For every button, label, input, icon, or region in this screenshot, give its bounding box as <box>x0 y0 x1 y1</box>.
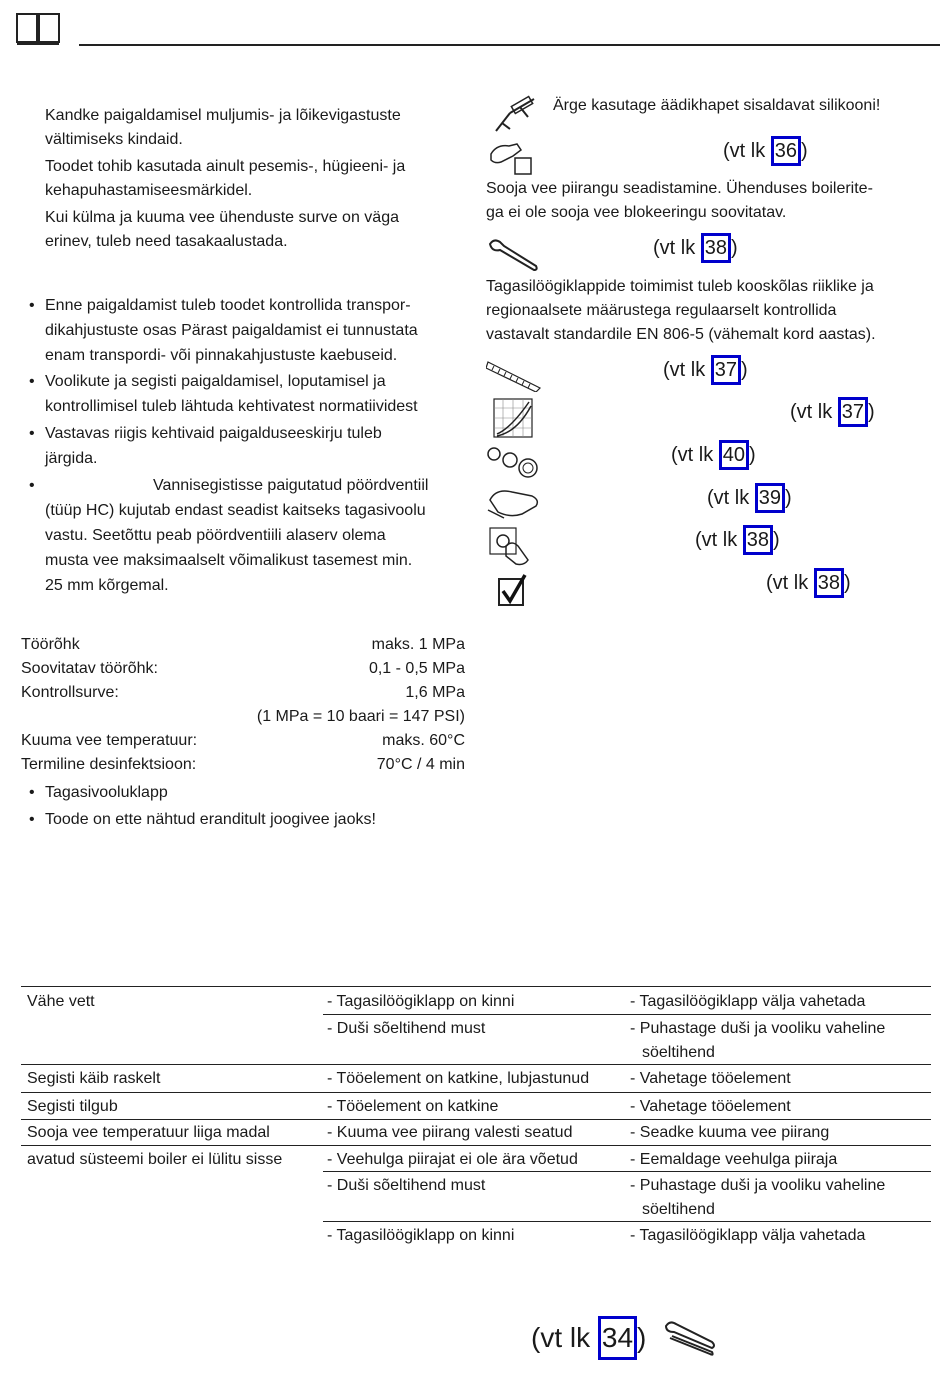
manual-book-icon <box>15 10 61 46</box>
list-item: • Tagasivooluklapp <box>29 784 168 801</box>
page-link[interactable]: 40 <box>719 440 749 470</box>
page-link[interactable]: 34 <box>598 1316 637 1360</box>
table-cell: - Kuuma vee piirang valesti seatud <box>327 1124 573 1141</box>
flow-diagram-icon <box>493 398 533 438</box>
checkbox-icon <box>497 573 527 607</box>
list-item: • Vannisegistisse paigutatud pöördventiil (tüüp HC) kujutab endast seadist kaitseks tagasivoolu vastu. Seetõttu peab pöördventiili alaserv olema musta vee maksimaalselt võimalikust tasemest min. 25 mm kõrgemal. <box>29 477 429 594</box>
page-link[interactable]: 38 <box>743 525 773 555</box>
cleaning-hand-icon <box>486 484 542 520</box>
thermostat-hand-icon <box>487 138 535 178</box>
page-link[interactable]: 37 <box>838 397 868 427</box>
list-item: • Enne paigaldamist tuleb toodet kontrollida transpor- dikahjustuste osas Pärast paigaldamist ei tunnustata enam transpordi- või pinnakahjustuste kaebuseid. <box>29 297 418 364</box>
table-cell: - Tagasilöögiklapp on kinni <box>327 993 515 1010</box>
list-item: • Voolikute ja segisti paigaldamisel, loputamisel ja kontrollimisel tuleb lähtuda kehtivatest normatiividest <box>29 373 418 415</box>
page-reference: (vt lk 37 ) <box>663 355 748 385</box>
page-reference: (vt lk 38 ) <box>653 233 738 263</box>
safety-line: vältimiseks kindaid. <box>45 131 183 148</box>
hot-water-text: Sooja vee piirangu seadistamine. Ühenduses boilerite- ga ei ole sooja vee blokeeringu soovitatav. <box>486 180 873 221</box>
tools-icon <box>662 1318 718 1358</box>
table-cell: - Tagasilöögiklapp välja vahetada <box>630 1227 866 1244</box>
table-cell: - Vahetage tööelement <box>630 1070 791 1087</box>
table-cell: - Puhastage duši ja vooliku vaheline <box>630 1020 886 1037</box>
safety-line: Kui külma ja kuuma vee ühenduste surve on väga <box>45 209 399 226</box>
table-row: Vähe vett <box>27 993 95 1010</box>
header-rule <box>79 44 940 46</box>
wrench-icon <box>486 236 542 272</box>
safety-line: kehapuhastamiseesmärkidel. <box>45 182 253 199</box>
table-row: Segisti käib raskelt <box>27 1070 161 1087</box>
spec-row: Töörõhk maks. 1 MPa <box>21 636 465 653</box>
table-cell: - Veehulga piirajat ei ole ära võetud <box>327 1151 578 1168</box>
list-item: • Vastavas riigis kehtivaid paigalduseeskirju tuleb järgida. <box>29 425 382 467</box>
ruler-icon <box>486 358 542 392</box>
page-link[interactable]: 39 <box>755 483 785 513</box>
table-cell: - Eemaldage veehulga piiraja <box>630 1151 838 1168</box>
table-cell: - Duši sõeltihend must <box>327 1177 486 1194</box>
spec-row: Soovitatav töörõhk: 0,1 - 0,5 MPa <box>21 660 465 677</box>
page-reference: (vt lk 36 ) <box>723 136 808 166</box>
safety-line: Kandke paigaldamisel muljumis- ja lõikevigastuste <box>45 107 401 124</box>
table-row: Segisti tilgub <box>27 1098 118 1115</box>
silicone-gun-icon <box>490 93 546 137</box>
page-reference: (vt lk 38 ) <box>766 568 851 598</box>
table-row: avatud süsteemi boiler ei lülitu sisse <box>27 1151 283 1168</box>
footer-reference: (vt lk 34 ) <box>531 1316 646 1360</box>
table-cell: - Tööelement on katkine, lubjastunud <box>327 1070 590 1087</box>
spec-row: Kuuma vee temperatuur: maks. 60°C <box>21 732 465 749</box>
page-link[interactable]: 36 <box>771 136 801 166</box>
page-link[interactable]: 38 <box>701 233 731 263</box>
check-valve-text: Tagasilöögiklappide toimimist tuleb kooskõlas riiklike ja regionaalsete määrustega regulaarselt kontrollida vastavalt standardile EN 806-5 (vähemalt kord aastas). <box>486 278 876 343</box>
page-reference: (vt lk 37 ) <box>790 397 875 427</box>
page-link[interactable]: 38 <box>814 568 844 598</box>
table-cell: - Tagasilöögiklapp on kinni <box>327 1227 515 1244</box>
table-cell: - Vahetage tööelement <box>630 1098 791 1115</box>
safety-line: erinev, tuleb need tasakaalustada. <box>45 233 288 250</box>
page-link[interactable]: 37 <box>711 355 741 385</box>
spec-row: Termiline desinfektsioon: 70°C / 4 min <box>21 756 465 773</box>
spare-parts-icon <box>486 444 542 480</box>
table-cell: - Duši sõeltihend must <box>327 1020 486 1037</box>
safety-line: Toodet tohib kasutada ainult pesemis-, hügieeni- ja <box>45 158 406 175</box>
page-reference: (vt lk 38 ) <box>695 525 780 555</box>
list-item: • Toode on ette nähtud eranditult joogivee jaoks! <box>29 811 376 828</box>
operation-hand-icon <box>488 526 536 566</box>
page-reference: (vt lk 39 ) <box>707 483 792 513</box>
spec-row: Kontrollsurve: 1,6 MPa <box>21 684 465 701</box>
silicone-warning: Ärge kasutage äädikhapet sisaldavat silikooni! <box>553 97 881 114</box>
table-row: Sooja vee temperatuur liiga madal <box>27 1124 270 1141</box>
table-cell: - Seadke kuuma vee piirang <box>630 1124 830 1141</box>
table-cell: söeltihend <box>642 1201 715 1218</box>
table-cell: - Puhastage duši ja vooliku vaheline <box>630 1177 886 1194</box>
page-reference: (vt lk 40 ) <box>671 440 756 470</box>
table-cell: - Tööelement on katkine <box>327 1098 499 1115</box>
spec-row: (1 MPa = 10 baari = 147 PSI) <box>256 708 465 725</box>
table-cell: - Tagasilöögiklapp välja vahetada <box>630 993 866 1010</box>
table-cell: söeltihend <box>642 1044 715 1061</box>
